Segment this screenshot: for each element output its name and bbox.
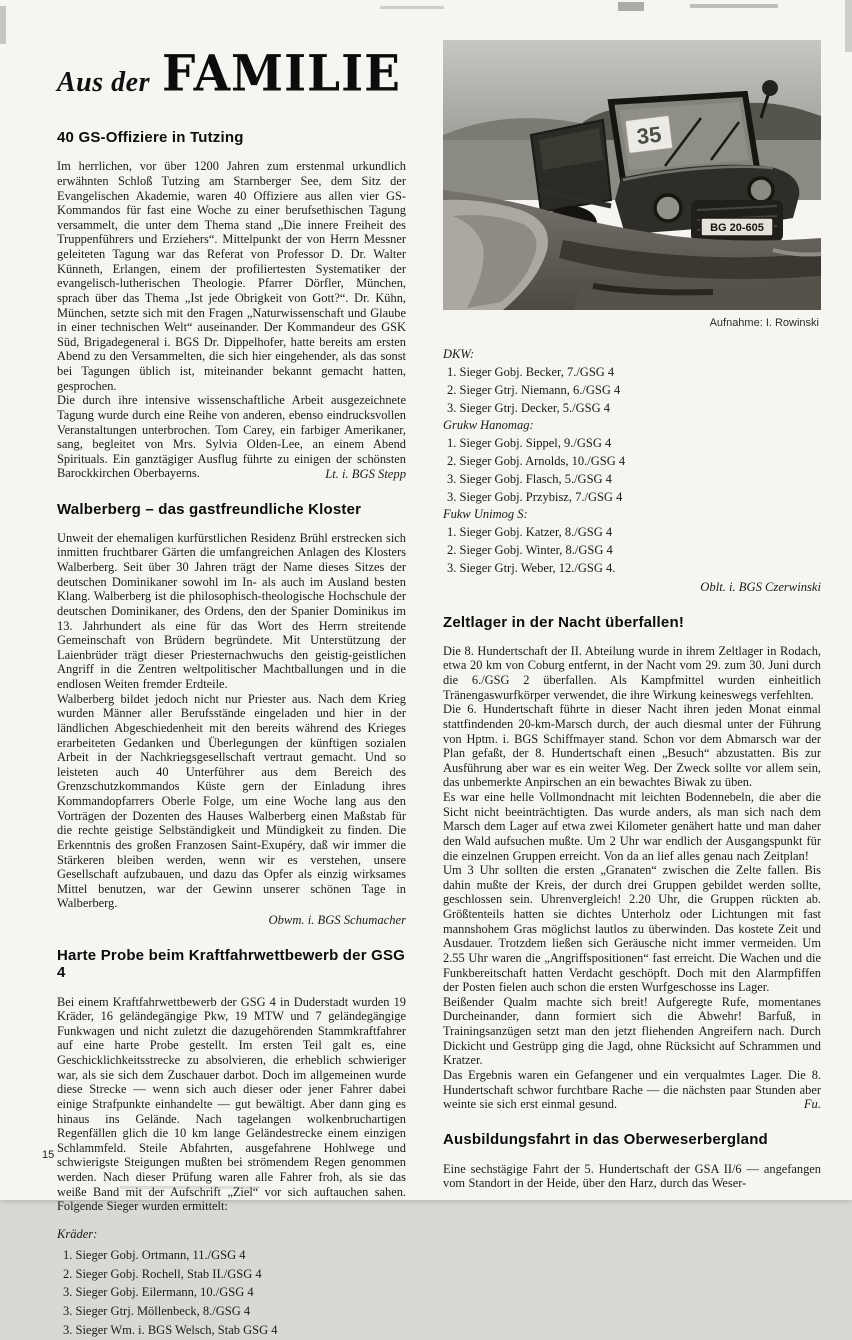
results-item: 2. Sieger Gtrj. Niemann, 6./GSG 4: [447, 382, 621, 397]
results-item: 3. Sieger Gobj. Przybisz, 7./GSG 4: [447, 489, 623, 504]
results-item: 3. Sieger Gobj. Eilermann, 10./GSG 4: [63, 1285, 254, 1300]
results-item: 1. Sieger Gobj. Sippel, 9./GSG 4: [447, 436, 612, 451]
article-paragraph: Die 6. Hundertschaft führte in dieser Nacht ihren jeden Monat einmal stattfindenden 20-km-Marsch durch, der auch diesmal unter der Führung von Hptm. i. BGS Schiffmayer stand. Schon vor dem Abmarsch war der Plan gefaßt, der 8. Hundertschaft einen „Besuch“ abzustatten. Bis zur Ausführung aber war es ein weiter Weg. Der Zweck sollte vor allem sein, das unbemerkte Anpirschen an ein bewachtes Biwak zu üben.: [443, 702, 821, 790]
scan-artifact: [618, 2, 644, 11]
results-item: 2. Sieger Gobj. Winter, 8./GSG 4: [447, 543, 613, 557]
article-tutzing: [57, 129, 406, 482]
race-number: 35: [635, 121, 663, 150]
article-zeltlager: [443, 614, 821, 1113]
scan-artifact: [845, 0, 852, 52]
results-list-title: Fukw Unimog S:: [443, 507, 528, 522]
article-paragraph: Die 8. Hundertschaft der II. Abteilung wurde in ihrem Zeltlager in Rodach, etwa 20 km von Coburg entfernt, in der Nacht vom 29. zum 30. Juni durch die 6./GSG 2 überfallen. Als Kampfmittel wurden einheitlich Tränengaswurfkörper verwendet, die ihre Wirkung keineswegs verfehlten.: [443, 643, 821, 702]
results-item: 3. Sieger Gobj. Flasch, 5./GSG 4: [447, 471, 612, 486]
article-heading: Zeltlager in der Nacht überfallen!: [443, 613, 685, 631]
page-number: 15: [42, 1149, 55, 1161]
article-ausbildungsfahrt: [443, 1131, 821, 1191]
results-list-title: DKW:: [443, 347, 475, 361]
scan-artifact: [690, 4, 778, 8]
results-item: 1. Sieger Gobj. Katzer, 8./GSG 4: [447, 525, 613, 540]
article-signature: Lt. i. BGS Stepp: [325, 466, 406, 481]
photo-figure: [443, 40, 821, 329]
masthead: [57, 45, 406, 104]
article-walberberg: [57, 501, 406, 929]
photo-vehicle-in-mud: [443, 40, 821, 310]
article-heading: 40 GS-Offiziere in Tutzing: [57, 129, 244, 146]
scan-artifact: [0, 6, 6, 44]
scan-artifact: [380, 6, 444, 9]
right-column: [443, 40, 821, 1191]
results-list-kraeder: [57, 1227, 406, 1340]
article-signature: Obwm. i. BGS Schumacher: [268, 913, 406, 927]
article-paragraph: Unweit der ehemaligen kurfürstlichen Residenz Brühl erstrecken sich inmitten fruchtbarer Gärten die umfangreichen Anlagen des Klosters Walberberg. Seit über 30 Jahren trägt der Name dieses Sitzes der deutschen Dominikaner sowohl im In- als auch im Ausland besten Klang. Walberberg ist die philosophisch-theologische Hochschule der deutschen Dominikaner, des Ordens, den der Spanier Dominikus im 13. Jahrhundert als eine für das Wort des Herrn streitende Gemeinschaft von Brüdern begründete. Mit Unterstützung der Laienbrüder trägt dieser Priesternachwuchs den geistig-geistlichen Angriff in die Zentren weltpolitischer Machtballungen und in die endlosen Weiten fremder Erdteile.: [57, 530, 406, 691]
results-item: 3. Sieger Wm. i. BGS Welsch, Stab GSG 4: [63, 1322, 278, 1337]
article-paragraph: Bei einem Kraftfahrwettbewerb der GSG 4 in Duderstadt wurden 19 Kräder, 16 geländegängige Pkw, 19 MTW und 7 geländegängige Funkwagen und nicht zuletzt die dazugehörenden Stammkraftfahrer auf eine harte Probe gestellt. Im ersten Teil galt es, eine Geschicklichkeitsstrecke zu absolvieren, die erheblich schwieriger war, als sie sich dem Zuschauer darbot. Doch im allgemeinen wurde diese Strecke — wenn sich auch dieser oder jener Fahrer dabei einige Strafpunkte einhandelte — gut bewältigt. Aber dann ging es hinaus ins Gelände. Nach tagelangen wolkenbruchartigen Regenfällen glich die 10 km lange Geländestrecke einem einzigen Schlammfeld. Steile Abfahrten, ausgefahrene Hohlwege und schwierigste Steigungen mußten bei strömendem Regen genommen werden. Nach dieser Prüfung waren alle Fahrer froh, als sie das weiße Band mit der Aufschrift „Ziel“ vor sich auftauchen sahen. Folgende Sieger wurden ermittelt:: [57, 994, 406, 1214]
results-list-title: Grukw Hanomag:: [443, 418, 534, 433]
article-kraftfahrwettbewerb: [57, 947, 406, 1214]
article-paragraph: Es war eine helle Vollmondnacht mit leichten Bodennebeln, die aber die Sicht nicht beeinträchtigten. Das wurde anders, als man sich nach dem Marsch dem Lager auf etwa zwei Kilometer genähert hatte und man daher den Wald aufsuchen mußte. Um 2 Uhr war endlich der Ausgangspunkt für die einzelnen Gruppen erreicht. Von da an lief alles genau nach Zeitplan!: [443, 790, 821, 863]
results-item: 1. Sieger Gobj. Becker, 7./GSG 4: [447, 365, 615, 379]
license-plate: BG 20-605: [710, 222, 764, 234]
article-signature: Fu.: [803, 1097, 821, 1112]
results-item: 1. Sieger Gobj. Ortmann, 11./GSG 4: [63, 1247, 246, 1262]
article-heading: Harte Probe beim Kraftfahrwettbewerb der GSG 4: [57, 947, 406, 982]
results-lists: [443, 347, 821, 595]
results-list-title: Kräder:: [57, 1226, 98, 1241]
article-paragraph: Walberberg bildet jedoch nicht nur Priester aus. Nach dem Krieg wurden Männer aller Berufsstände eingeladen und hier in der ländlichen Abgeschiedenheit mit den bereits während des Krieges erarbeiteten Gedanken und Überlegungen der künftigen sozialen Arbeit in der Nachkriegsgesellschaft vertraut gemacht. Und so leisteten auch 40 Unterführer aus dem Bereich des Grenzschutzkommandos Küste gern der Einladung ihres Kommandopfarrers Oberle Folge, um eine Woche lang aus den Vorträgen der Dozenten des Hauses Walberberg einen Maßstab für die rechte geistige Selbständigkeit und Mündigkeit zu finden. Die Erkenntnis des großen Franzosen Saint-Exupéry, daß wir immer die Stärkeren bleiben werden, wenn wir es verstehen, unsere Gesellschaft aufzubauen, und dazu das Opfer als einzig wirksames Mittel benutzen, war der Gewinn unserer schönen Tage in Walberberg.: [57, 691, 406, 911]
article-paragraph: Die durch ihre intensive wissenschaftliche Arbeit ausgezeichnete Tagung wurde durch eine Reihe von anderen, ebenso eindrucksvollen Veranstaltungen unterbrochen. Tom Carey, ein farbiger Amerikaner, sang, begleitet von Mrs. Sylvia Olden-Lee, an einem Abend Spirituals. Ein ganztägiger Ausflug führte zu einigen der schönsten Barockkirchen Oberbayerns.: [57, 393, 406, 481]
results-item: 3. Sieger Gtrj. Decker, 5./GSG 4: [447, 400, 611, 415]
article-paragraph: Um 3 Uhr sollten die ersten „Granaten“ zwischen die Zelte fallen. Bis dahin mußte der Kreis, der durch drei Gruppen gebildet werden sollte, geschlossen sein. Uhrenvergleich! 2.20 Uhr, die Gruppen rückten ab. Größtenteils hatten sie dichtes Unterholz oder Lichtungen mit fast mannshohem Gras möglichst lautlos zu überwinden. Das kostete Zeit und Ausdauer. Trotzdem ließen sich Geräusche nicht immer vermeiden. Um 2.55 Uhr waren die „Angriffspositionen“ fast erreicht. Die Wachen und die Funkbereitschaft hatten Verdacht geschöpft. Doch mit den Alarmpfiffen der Posten fielen auch schon die ersten Wurfgeschosse ins Lager.: [443, 863, 821, 995]
results-item: 2. Sieger Gobj. Arnolds, 10./GSG 4: [447, 454, 626, 468]
article-paragraph: Beißender Qualm machte sich breit! Aufgeregte Rufe, momentanes Durcheinander, dann formiert sich die Abwehr! Barfuß, in Trainingsanzügen setzt man den jetzt fliehenden Angreifern nach. Durch Dickicht und Gestrüpp ging die Jagd, ohne Rücksicht auf Schrammen und Kratzer.: [443, 994, 821, 1068]
masthead-title: FAMILIE: [161, 45, 401, 104]
masthead-prefix: Aus der: [57, 67, 150, 98]
article-paragraph: Eine sechstägige Fahrt der 5. Hundertschaft der GSA II/6 — angefangen vom Standort in der Heide, über den Harz, durch das Weser-: [443, 1161, 821, 1191]
results-item: 3. Sieger Gtrj. Möllenbeck, 8./GSG 4: [63, 1304, 251, 1319]
article-heading: Ausbildungsfahrt in das Oberweserbergland: [443, 1131, 768, 1149]
article-paragraph: Im herrlichen, vor über 1200 Jahren zum erstenmal urkundlich erwähnten Schloß Tutzing am Starnberger See, dem Sitz der Evangelischen Akademie, waren 40 Offiziere aus allen vier GS-Kommandos für fast eine Woche zu einer berufsethischen Tagung versammelt, die unter dem Thema stand „Die innere Freiheit des Truppenführers und Erziehers“. Mittelpunkt der von Herrn Messner geleiteten Tagung war das Referat von Professor D. Dr. Walter Künneth, Erlangen, einem der profiliertesten Systematiker der evangelisch-lutherischen Theologie. Pfarrer Dörfler, München, sprach über das Thema „Ist jede Obrigkeit von Gott?“. Dr. Kühn, München, setzte sich mit den Fragen „Naturwissenschaft und Glaube in einer technischen Welt“ auseinander. Der Kommandeur des GSK Süd, Brigadegeneral i. BGS Dr. Dippelhofer, hatte bereits am ersten Abend zu den Versammelten, die sich hier eingehender, als das sonst bei Tagungen üblich ist, miteinander bekannt gemacht hatten, gesprochen.: [57, 159, 406, 393]
article-heading: Walberberg – das gastfreundliche Kloster: [57, 500, 362, 518]
article-paragraph: Das Ergebnis waren ein Gefangener und ein verqualmtes Lager. Die 8. Hundertschaft schwor furchtbare Rache — die nächsten paar Stunden aber weinte sie sich erst einmal gesund.: [443, 1067, 821, 1112]
results-signature: Oblt. i. BGS Czerwinski: [700, 579, 821, 594]
results-item: 3. Sieger Gtrj. Weber, 12./GSG 4.: [447, 560, 616, 575]
left-column: [57, 42, 406, 1340]
photo-caption: Aufnahme: I. Rowinski: [709, 317, 819, 329]
results-item: 2. Sieger Gobj. Rochell, Stab II./GSG 4: [63, 1266, 262, 1281]
